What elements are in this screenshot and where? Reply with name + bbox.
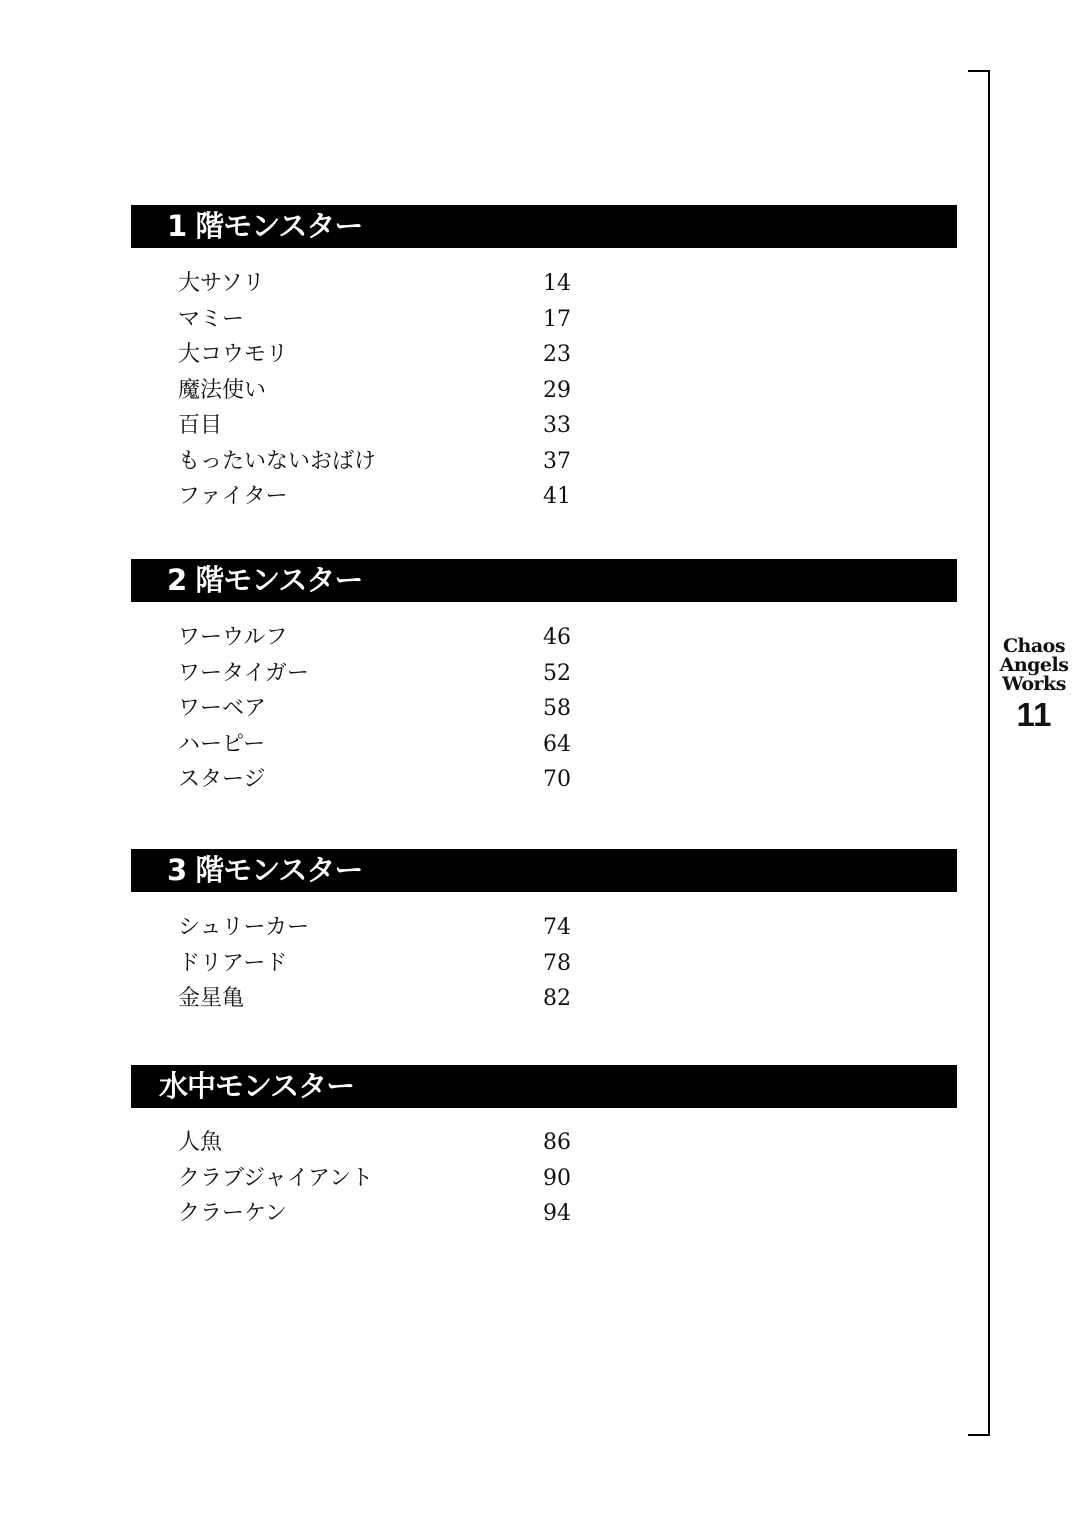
section-title: 2 階モンスター xyxy=(167,563,363,597)
section-header xyxy=(131,559,957,602)
entry-page: 37 xyxy=(543,448,571,474)
list-item[interactable] xyxy=(131,656,957,692)
section-floor-3 xyxy=(131,849,957,1017)
section-header xyxy=(131,1065,957,1108)
entry-name: 大コウモリ xyxy=(178,342,289,367)
entry-page: 52 xyxy=(543,660,571,686)
list-item[interactable] xyxy=(131,1196,957,1232)
list-item[interactable] xyxy=(131,1125,957,1161)
entry-name: クラブジャイアント xyxy=(178,1165,374,1191)
list-item[interactable] xyxy=(131,302,957,338)
entry-page: 41 xyxy=(543,484,571,509)
list-item[interactable] xyxy=(131,946,957,982)
entry-name: 大サソリ xyxy=(178,271,265,296)
list-item[interactable] xyxy=(131,691,957,727)
entry-page: 46 xyxy=(543,625,571,650)
entry-name: クラーケン xyxy=(178,1201,287,1226)
list-item[interactable] xyxy=(131,337,957,373)
section-header xyxy=(131,849,957,892)
section-underwater xyxy=(131,1065,957,1232)
entry-page: 17 xyxy=(543,306,571,332)
entry-list xyxy=(131,266,957,515)
list-item[interactable] xyxy=(131,762,957,798)
entry-page: 33 xyxy=(543,413,571,438)
entry-name: ファイター xyxy=(178,484,288,509)
entry-list xyxy=(131,620,957,798)
entry-name: もったいないおばけ xyxy=(178,448,377,474)
entry-page: 90 xyxy=(543,1165,571,1191)
section-title: 1 階モンスター xyxy=(167,209,363,243)
list-item[interactable] xyxy=(131,1161,957,1197)
section-floor-1 xyxy=(131,205,957,515)
entry-page: 86 xyxy=(543,1130,571,1155)
list-item[interactable] xyxy=(131,444,957,480)
section-title: 3 階モンスター xyxy=(167,853,363,887)
entry-page: 14 xyxy=(543,271,571,296)
entry-name: ドリアード xyxy=(178,950,288,976)
page-number: 11 xyxy=(996,697,1072,733)
side-label-line: Chaos xyxy=(1002,635,1066,657)
entry-name: ワーベア xyxy=(178,696,267,721)
entry-page: 82 xyxy=(543,986,571,1011)
list-item[interactable] xyxy=(131,727,957,763)
side-label-line: Works xyxy=(1002,673,1066,695)
section-floor-2 xyxy=(131,559,957,798)
section-title: 水中モンスター xyxy=(159,1069,355,1103)
side-label-line: Angels xyxy=(999,654,1069,676)
entry-page: 58 xyxy=(543,696,571,721)
list-item[interactable] xyxy=(131,981,957,1017)
entry-name: ワータイガー xyxy=(178,660,309,686)
section-header xyxy=(131,205,957,248)
entry-page: 70 xyxy=(543,767,571,792)
entry-name: ハーピー xyxy=(178,731,266,757)
list-item[interactable] xyxy=(131,408,957,444)
entry-name: 百目 xyxy=(178,413,223,438)
list-item[interactable] xyxy=(131,266,957,302)
list-item[interactable] xyxy=(131,373,957,409)
list-item[interactable] xyxy=(131,620,957,656)
entry-name: スタージ xyxy=(178,767,266,792)
entry-name: 金星亀 xyxy=(178,986,245,1011)
entry-name: シュリーカー xyxy=(178,915,310,940)
list-item[interactable] xyxy=(131,479,957,515)
entry-name: 魔法使い xyxy=(178,377,267,403)
entry-page: 29 xyxy=(543,377,571,403)
entry-list xyxy=(131,910,957,1017)
side-publisher-label xyxy=(996,637,1072,694)
entry-name: マミー xyxy=(178,306,245,332)
entry-page: 94 xyxy=(543,1201,571,1226)
entry-name: ワーウルフ xyxy=(178,625,288,650)
entry-page: 64 xyxy=(543,731,571,757)
entry-page: 23 xyxy=(543,342,571,367)
side-bracket xyxy=(968,70,990,1436)
entry-page: 78 xyxy=(543,950,571,976)
entry-name: 人魚 xyxy=(178,1130,223,1155)
list-item[interactable] xyxy=(131,910,957,946)
entry-list xyxy=(131,1125,957,1232)
entry-page: 74 xyxy=(543,915,571,940)
